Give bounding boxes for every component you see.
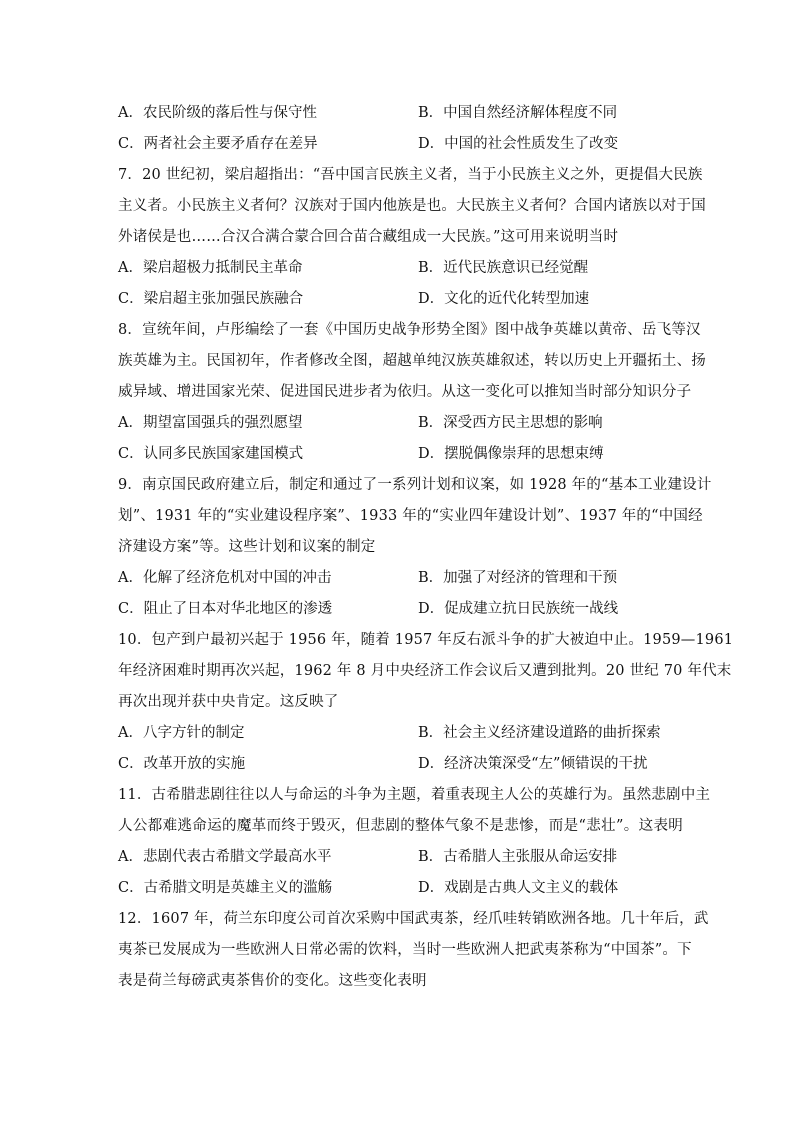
q9-line-1: 9．南京国民政府建立后，制定和通过了一系列计划和议案，如 1928 年的“基本工业建设计 bbox=[118, 477, 712, 493]
q10-line-2: 年经济困难时期再次兴起，1962 年 8 月中央经济工作会议后又遭到批判。20 世纪 70 年代末 bbox=[118, 663, 732, 679]
q12-line-2: 夷茶已发展成为一些欧洲人日常必需的饮料，当时一些欧洲人把武夷茶称为“中国茶”。下 bbox=[118, 942, 692, 958]
q7-option-c[interactable]: C．梁启超主张加强民族融合 bbox=[118, 291, 304, 307]
q9-option-b[interactable]: B．加强了对经济的管理和干预 bbox=[418, 570, 618, 586]
q9-line-3: 济建设方案”等。这些计划和议案的制定 bbox=[118, 539, 376, 555]
q8-option-b[interactable]: B．深受西方民主思想的影响 bbox=[418, 415, 603, 431]
q9-option-c[interactable]: C．阻止了日本对华北地区的渗透 bbox=[118, 601, 333, 617]
q8-option-a[interactable]: A．期望富国强兵的强烈愿望 bbox=[118, 415, 303, 431]
q7-stem bbox=[118, 160, 706, 253]
q12-line-1: 12．1607 年，荷兰东印度公司首次采购中国武夷茶，经爪哇转销欧洲各地。几十年后，武 bbox=[118, 911, 709, 927]
q8-line-3: 威异域、增进国家光荣、促进国民进步者为依归。从这一变化可以推知当时部分知识分子 bbox=[118, 384, 692, 400]
q8-line-1: 8．宣统年间，卢彤编绘了一套《中国历史战争形势全图》图中战争英雄以黄帝、岳飞等汉 bbox=[118, 322, 701, 338]
q11-option-c[interactable]: C．古希腊文明是英雄主义的滥觞 bbox=[118, 880, 333, 896]
q11-option-d[interactable]: D．戏剧是古典人文主义的载体 bbox=[418, 880, 619, 896]
q6-option-b[interactable]: B．中国自然经济解体程度不同 bbox=[418, 105, 618, 121]
q11-option-a[interactable]: A．悲剧代表古希腊文学最高水平 bbox=[118, 849, 332, 865]
q7-option-d[interactable]: D．文化的近代化转型加速 bbox=[418, 291, 590, 307]
q7-line-3: 外诸侯是也……合汉合满合蒙合回合苗合藏组成一大民族。”这可用来说明当时 bbox=[118, 229, 619, 245]
q8-option-d[interactable]: D．摆脱偶像崇拜的思想束缚 bbox=[418, 446, 604, 462]
q10-stem bbox=[118, 625, 734, 718]
q10-option-a[interactable]: A．八字方针的制定 bbox=[118, 725, 245, 741]
q11-option-b[interactable]: B．古希腊人主张服从命运安排 bbox=[418, 849, 618, 865]
q10-line-3: 再次出现并获中央肯定。这反映了 bbox=[118, 694, 339, 710]
q11-line-1: 11．古希腊悲剧往往以人与命运的斗争为主题，着重表现主人公的英雄行为。虽然悲剧中主 bbox=[118, 787, 711, 803]
q7-option-a[interactable]: A．梁启超极力抵制民主革命 bbox=[118, 260, 303, 276]
q7-option-b[interactable]: B．近代民族意识已经觉醒 bbox=[418, 260, 589, 276]
q12-stem bbox=[118, 904, 709, 997]
q6-option-c[interactable]: C．两者社会主要矛盾存在差异 bbox=[118, 136, 318, 152]
q7-line-2: 主义者。小民族主义者何？汉族对于国内他族是也。大民族主义者何？合国内诸族以对于国 bbox=[118, 198, 706, 214]
q9-option-a[interactable]: A．化解了经济危机对中国的冲击 bbox=[118, 570, 332, 586]
q6-option-a[interactable]: A．农民阶级的落后性与保守性 bbox=[118, 105, 317, 121]
q8-line-2: 族英雄为主。民国初年，作者修改全图，超越单纯汉族英雄叙述，转以历史上开疆拓土、扬 bbox=[118, 353, 706, 369]
q7-line-1: 7．20 世纪初，梁启超指出：“吾中国言民族主义者，当于小民族主义之外，更提倡大民族 bbox=[118, 167, 703, 183]
q12-line-3: 表是荷兰每磅武夷茶售价的变化。这些变化表明 bbox=[118, 973, 427, 989]
q9-line-2: 划”、1931 年的“实业建设程序案”、1933 年的“实业四年建设计划”、1937 年的“中国经 bbox=[118, 508, 703, 524]
q11-stem bbox=[118, 780, 711, 842]
q9-option-d[interactable]: D．促成建立抗日民族统一战线 bbox=[418, 601, 619, 617]
q11-line-2: 人公都难逃命运的魔革而终于毁灭，但悲剧的整体气象不是悲惨，而是“悲壮”。这表明 bbox=[118, 818, 683, 834]
q10-option-d[interactable]: D．经济决策深受“左”倾错误的干扰 bbox=[418, 756, 648, 772]
q10-option-b[interactable]: B．社会主义经济建设道路的曲折探索 bbox=[418, 725, 661, 741]
q6-option-d[interactable]: D．中国的社会性质发生了改变 bbox=[418, 136, 619, 152]
q10-line-1: 10．包产到户最初兴起于 1956 年，随着 1957 年反右派斗争的扩大被迫中止。1959—1961 bbox=[118, 632, 734, 648]
q10-option-c[interactable]: C．改革开放的实施 bbox=[118, 756, 246, 772]
q9-stem bbox=[118, 470, 712, 563]
q8-stem bbox=[118, 315, 706, 408]
q8-option-c[interactable]: C．认同多民族国家建国模式 bbox=[118, 446, 304, 462]
